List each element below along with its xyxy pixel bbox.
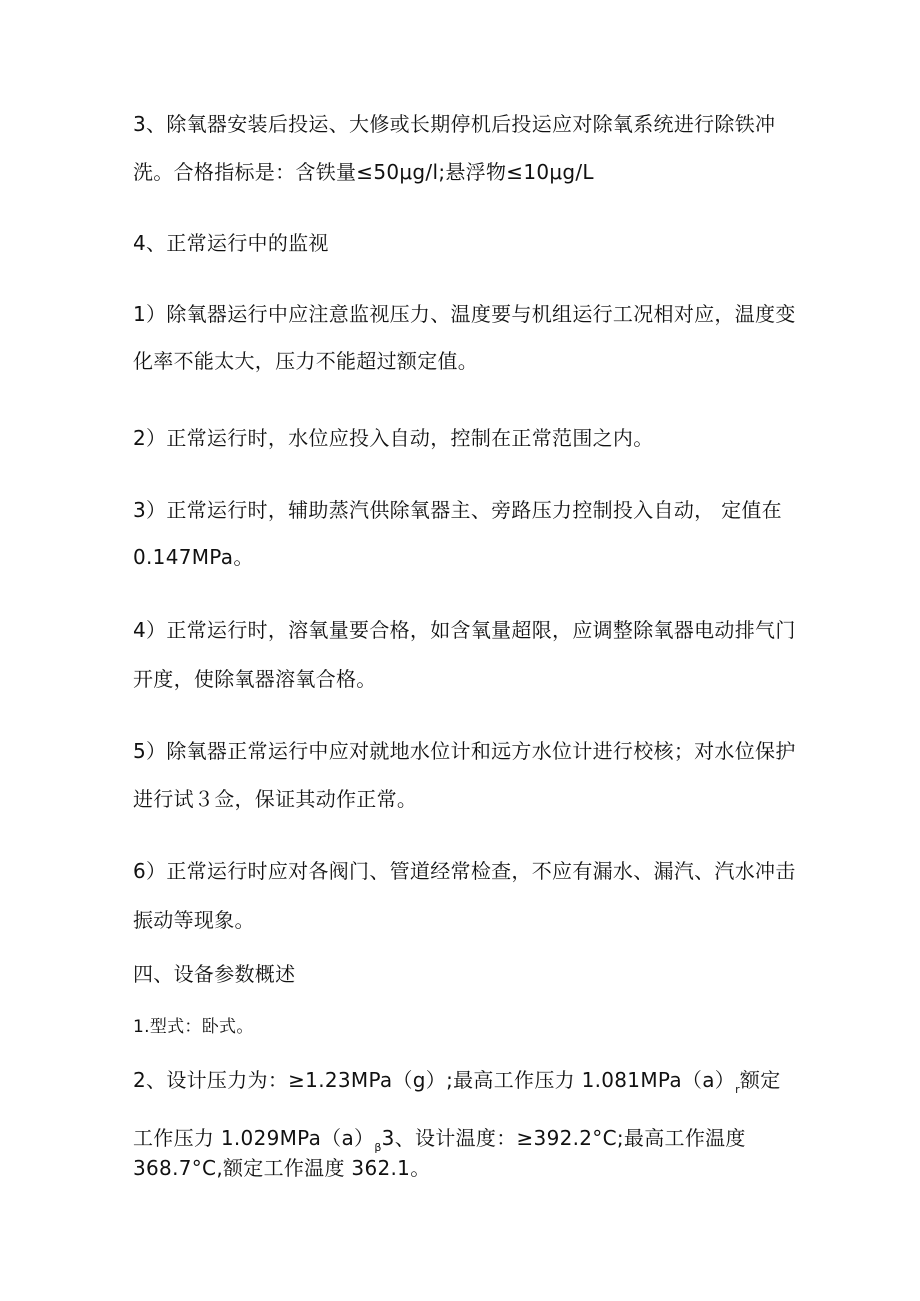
section-heading-equipment-params: 四、设备参数概述 <box>133 962 296 986</box>
item-6-line-2: 振动等现象。 <box>133 908 255 932</box>
param-working-pressure-text: 工作压力 1.029MPa（a） <box>133 1126 375 1150</box>
param-temperature-line-2: 368.7°C,额定工作温度 362.1。 <box>133 1156 431 1180</box>
param-pressure-line <box>133 1067 781 1097</box>
param-working-pressure-line <box>133 1125 746 1155</box>
item-2: 2）正常运行时，水位应投入自动，控制在正常范围之内。 <box>133 426 654 450</box>
item-1-line-1: 1）除氧器运行中应注意监视压力、温度要与机组运行工况相对应，温度变 <box>133 302 796 326</box>
param-pressure-tail: 额定 <box>739 1068 781 1092</box>
item-3-line-1: 3）正常运行时，辅助蒸汽供除氧器主、旁路压力控制投入自动， 定值在 <box>133 498 782 522</box>
param-pressure-text: 2、设计压力为：≥1.23MPa（g）;最高工作压力 1.081MPa（a） <box>133 1068 736 1092</box>
paragraph-3-line-1: 3、除氧器安装后投运、大修或长期停机后投运应对除氧系统进行除铁冲 <box>133 112 776 136</box>
item-1-line-2: 化率不能太大，压力不能超过额定值。 <box>133 349 479 373</box>
param-working-pressure-subscript: β <box>374 1141 382 1154</box>
paragraph-3-line-2: 洗。合格指标是：含铁量≤50μg/l;悬浮物≤10μg/L <box>133 160 594 184</box>
item-4-line-1: 4）正常运行时，溶氧量要合格，如含氧量超限，应调整除氧器电动排气门 <box>133 618 796 642</box>
section-heading-monitoring: 4、正常运行中的监视 <box>133 231 329 255</box>
item-6-line-1: 6）正常运行时应对各阀门、管道经常检查，不应有漏水、漏汽、汽水冲击 <box>133 859 796 883</box>
item-5-line-1: 5）除氧器正常运行中应对就地水位计和远方水位计进行校核；对水位保护 <box>133 739 796 763</box>
param-pressure-subscript: r <box>735 1083 740 1096</box>
param-type: 1.型式：卧式。 <box>133 1017 254 1037</box>
item-4-line-2: 开度，使除氧器溶氧合格。 <box>133 667 377 691</box>
param-temperature-text: 3、设计温度：≥392.2°C;最高工作温度 <box>381 1126 746 1150</box>
item-5-line-2: 进行试３佥，保证其动作正常。 <box>133 787 418 811</box>
item-3-line-2: 0.147MPa。 <box>133 545 254 569</box>
